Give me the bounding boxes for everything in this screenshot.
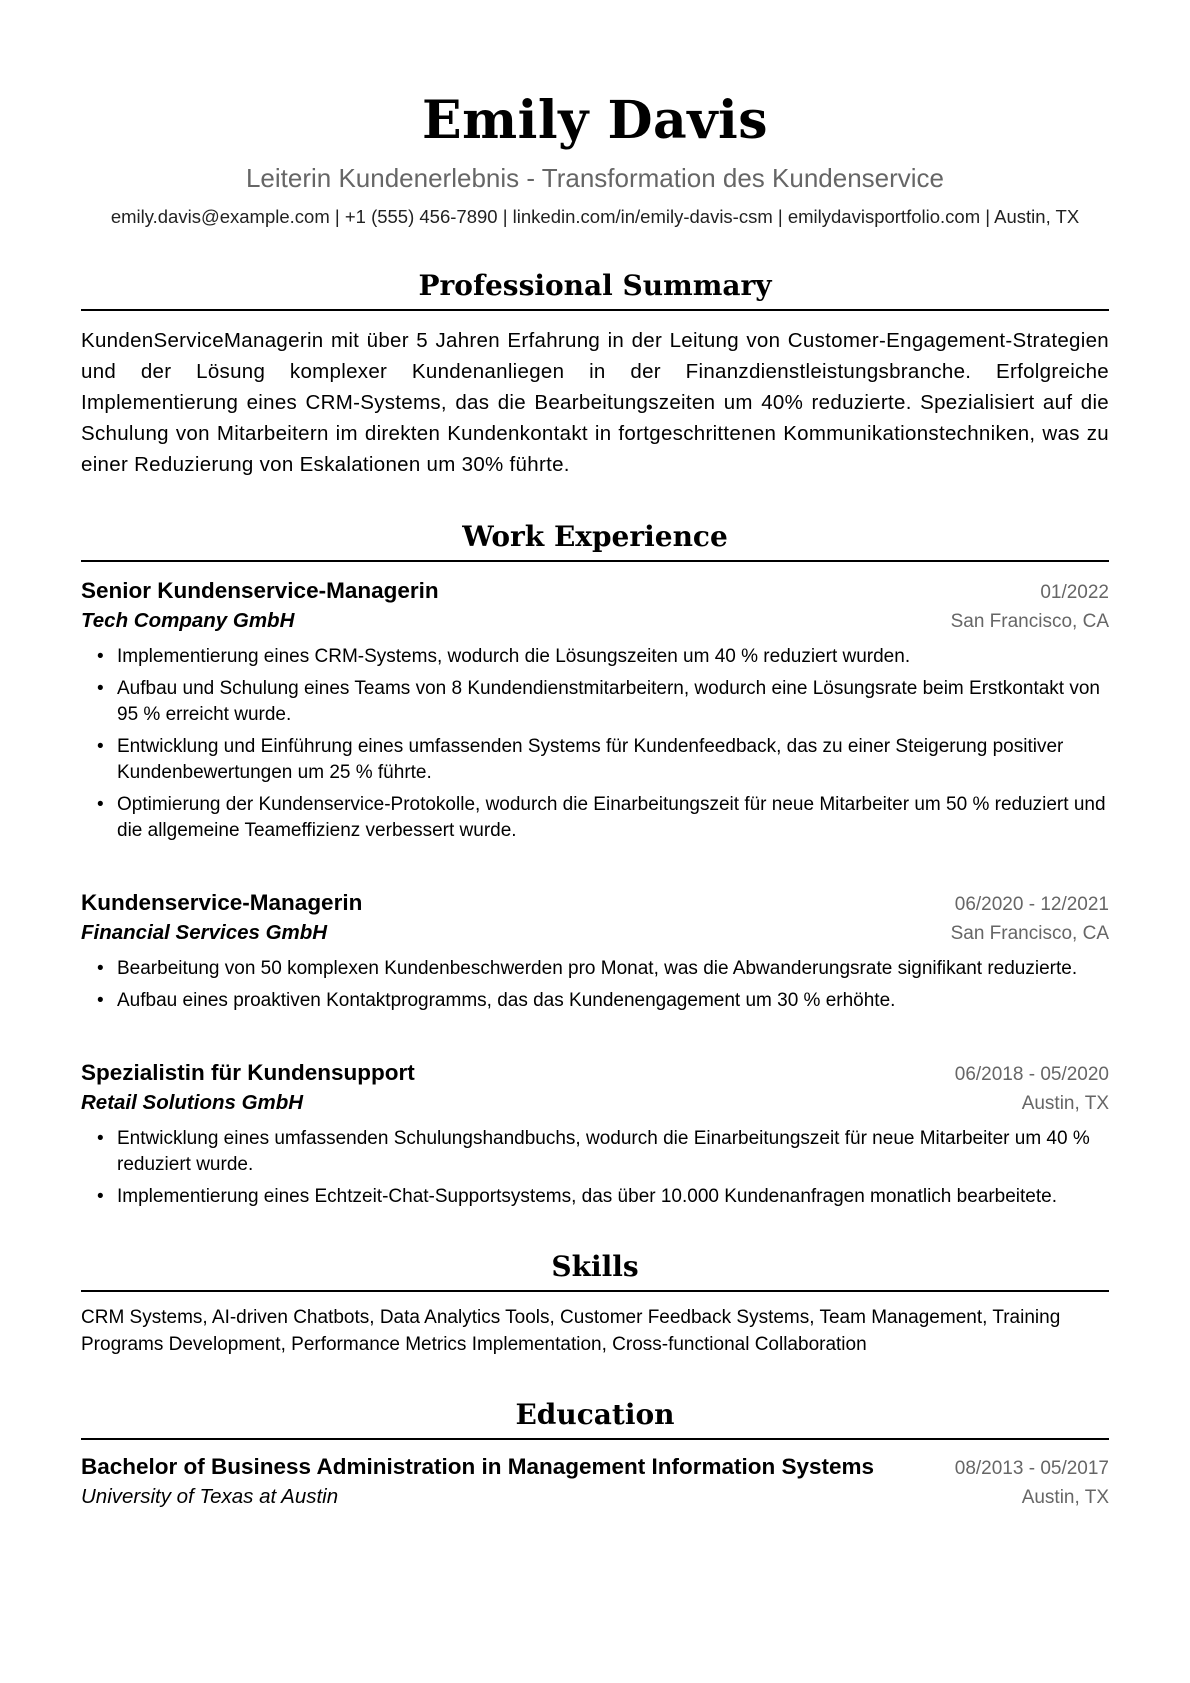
education-heading: Education <box>515 1398 675 1431</box>
job-date: 06/2018 - 05/2020 <box>954 1064 1109 1085</box>
job-entry <box>81 1058 1109 1210</box>
job-location: San Francisco, CA <box>950 923 1109 944</box>
section-divider <box>81 309 1109 311</box>
skills-heading: Skills <box>551 1250 639 1283</box>
education-date: 08/2013 - 05/2017 <box>954 1458 1109 1479</box>
skills-section <box>81 1250 1109 1358</box>
job-title: Spezialistin für Kundensupport <box>81 1060 415 1085</box>
candidate-name: Emily Davis <box>421 90 768 151</box>
job-bullets <box>81 956 1109 1014</box>
education-entry <box>81 1452 1109 1512</box>
job-location: Austin, TX <box>1021 1093 1109 1114</box>
job-bullets <box>81 1126 1109 1210</box>
section-divider <box>81 560 1109 562</box>
degree-title: Bachelor of Business Administration in Management Information Systems <box>81 1454 875 1479</box>
job-date: 01/2022 <box>1040 582 1109 603</box>
job-title: Kundenservice-Managerin <box>81 890 363 915</box>
job-bullet: • Entwicklung eines umfassenden Schulungshandbuchs, wodurch die Einarbeitungszeit für neue Mitarbeiter um 40 % reduziert wurde. <box>117 1126 1109 1178</box>
summary-text: KundenServiceManagerin mit über 5 Jahren Erfahrung in der Leitung von Customer-Engagement-Strategien und der Lösung komplexer Kundenanliegen in der Finanzdienstleistungsbranche. Erfolgreiche Implementierung eines CRM-Systems, das die Bearbeitungszeiten um 40% reduzierte. Spezialisiert auf die Schulung von Mitarbeitern im direkten Kundenkontakt in fortgeschrittenen Kommunikationstechniken, was zu einer Reduzierung von Eskalationen um 30% führte. <box>81 329 1109 476</box>
job-company: Tech Company GmbH <box>81 609 295 632</box>
education-section <box>81 1398 1109 1512</box>
summary-section <box>81 269 1109 480</box>
job-company: Financial Services GmbH <box>81 921 328 944</box>
summary-heading: Professional Summary <box>418 269 772 302</box>
education-location: Austin, TX <box>1021 1487 1109 1508</box>
school-name: University of Texas at Austin <box>81 1485 339 1508</box>
job-bullet: • Aufbau eines proaktiven Kontaktprogramms, das das Kundenengagement um 30 % erhöhte. <box>117 988 1109 1014</box>
job-bullet: • Aufbau und Schulung eines Teams von 8 Kundendienstmitarbeitern, wodurch eine Lösungsrate beim Erstkontakt von 95 % erreicht wurde. <box>117 676 1109 728</box>
job-location: San Francisco, CA <box>950 611 1109 632</box>
job-bullet: • Implementierung eines CRM-Systems, wodurch die Lösungszeiten um 40 % reduziert wurden. <box>117 644 1109 670</box>
section-divider <box>81 1290 1109 1292</box>
job-bullets <box>81 644 1109 844</box>
experience-section <box>81 520 1109 1210</box>
candidate-subtitle: Leiterin Kundenerlebnis - Transformation des Kundenservice <box>245 163 945 193</box>
job-bullet: • Entwicklung und Einführung eines umfassenden Systems für Kundenfeedback, das zu einer Steigerung positiver Kundenbewertungen um 25 % führte. <box>117 734 1109 786</box>
job-bullet: • Implementierung eines Echtzeit-Chat-Supportsystems, das über 10.000 Kundenanfragen monatlich bearbeitete. <box>117 1184 1109 1210</box>
skills-text: CRM Systems, AI-driven Chatbots, Data Analytics Tools, Customer Feedback Systems, Team Management, Training Programs Development, Performance Metrics Implementation, Cross-functional Collaboration <box>81 1307 1061 1355</box>
job-entry <box>81 888 1109 1014</box>
job-entry <box>81 576 1109 844</box>
section-divider <box>81 1438 1109 1440</box>
job-company: Retail Solutions GmbH <box>81 1091 304 1114</box>
job-bullet: • Optimierung der Kundenservice-Protokolle, wodurch die Einarbeitungszeit für neue Mitarbeiter um 50 % reduziert und die allgemeine Teameffizienz verbessert wurde. <box>117 792 1109 844</box>
experience-heading: Work Experience <box>462 520 728 553</box>
job-date: 06/2020 - 12/2021 <box>954 894 1109 915</box>
job-title: Senior Kundenservice-Managerin <box>81 578 439 603</box>
job-bullet: • Bearbeitung von 50 komplexen Kundenbeschwerden pro Monat, was die Abwanderungsrate signifikant reduzierte. <box>117 956 1109 982</box>
contact-line: emily.davis@example.com | +1 (555) 456-7890 | linkedin.com/in/emily-davis-csm | emilydavisportfolio.com | Austin, TX <box>110 206 1080 227</box>
